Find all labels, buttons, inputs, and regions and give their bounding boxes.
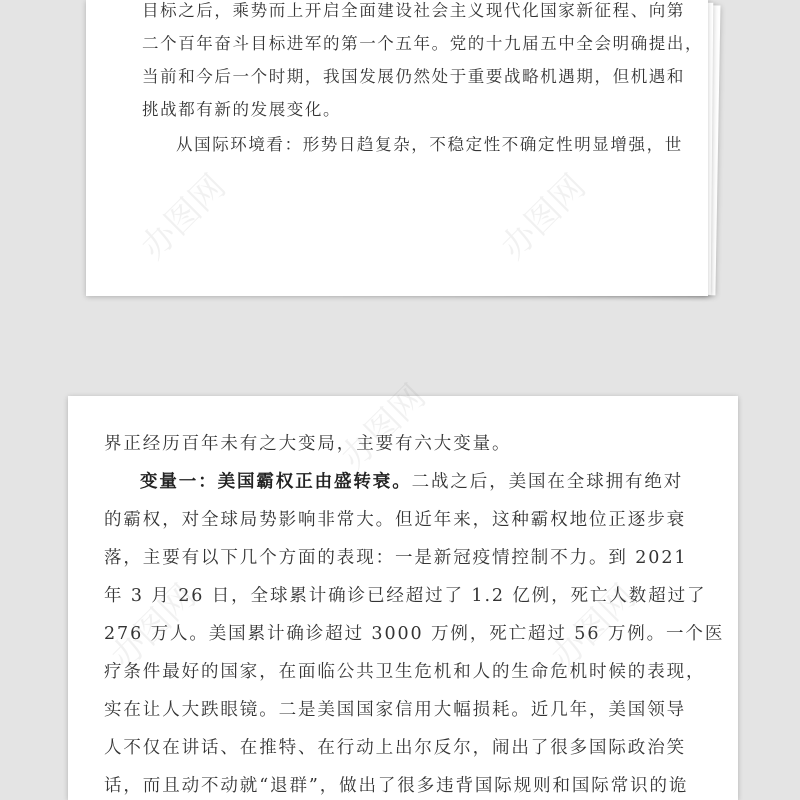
- paragraph-line: 话，而且动不动就“退群”，做出了很多违背国际规则和国际常识的诡: [104, 776, 689, 796]
- paragraph-line: 界正经历百年未有之大变局，主要有六大变量。: [104, 434, 512, 454]
- document-page-bottom: [68, 396, 738, 800]
- document-page-top: [86, 0, 708, 296]
- paragraph-line: 实在让人大跌眼镜。二是美国国家信用大幅损耗。近几年，美国领导: [104, 700, 686, 720]
- paragraph-line: 276 万人。美国累计确诊超过 3000 万例，死亡超过 56 万例。一个医: [104, 624, 725, 644]
- paragraph-line: 二个百年奋斗目标进军的第一个五年。党的十九届五中全会明确提出，: [142, 34, 704, 53]
- paragraph-text: 二战之后，美国在全球拥有绝对: [411, 472, 684, 492]
- paragraph-line: 的霸权，对全球局势影响非常大。但近年来，这种霸权地位正逐步衰: [104, 510, 686, 530]
- paragraph-line: 从国际环境看：形势日趋复杂，不稳定性不确定性明显增强，世: [176, 135, 683, 154]
- paragraph-line: 疗条件最好的国家，在面临公共卫生危机和人的生命危机时候的表现，: [104, 662, 706, 682]
- paragraph-line: 目标之后，乘势而上开启全面建设社会主义现代化国家新征程、向第: [142, 1, 685, 20]
- paragraph-line: 落，主要有以下几个方面的表现：一是新冠疫情控制不力。到 2021: [104, 548, 688, 568]
- paragraph-line-heading: [140, 468, 683, 493]
- section-heading-bold: 变量一：美国霸权正由盛转衰。: [140, 472, 412, 492]
- paragraph-line: 人不仅在讲话、在推特、在行动上出尔反尔，闹出了很多国际政治笑: [104, 738, 686, 758]
- paragraph-line: 挑战都有新的发展变化。: [142, 100, 342, 119]
- paragraph-line: 当前和今后一个时期，我国发展仍然处于重要战略机遇期，但机遇和: [142, 67, 685, 86]
- paragraph-line: 年 3 月 26 日，全球累计确诊已经超过了 1.2 亿例，死亡人数超过了: [104, 586, 707, 606]
